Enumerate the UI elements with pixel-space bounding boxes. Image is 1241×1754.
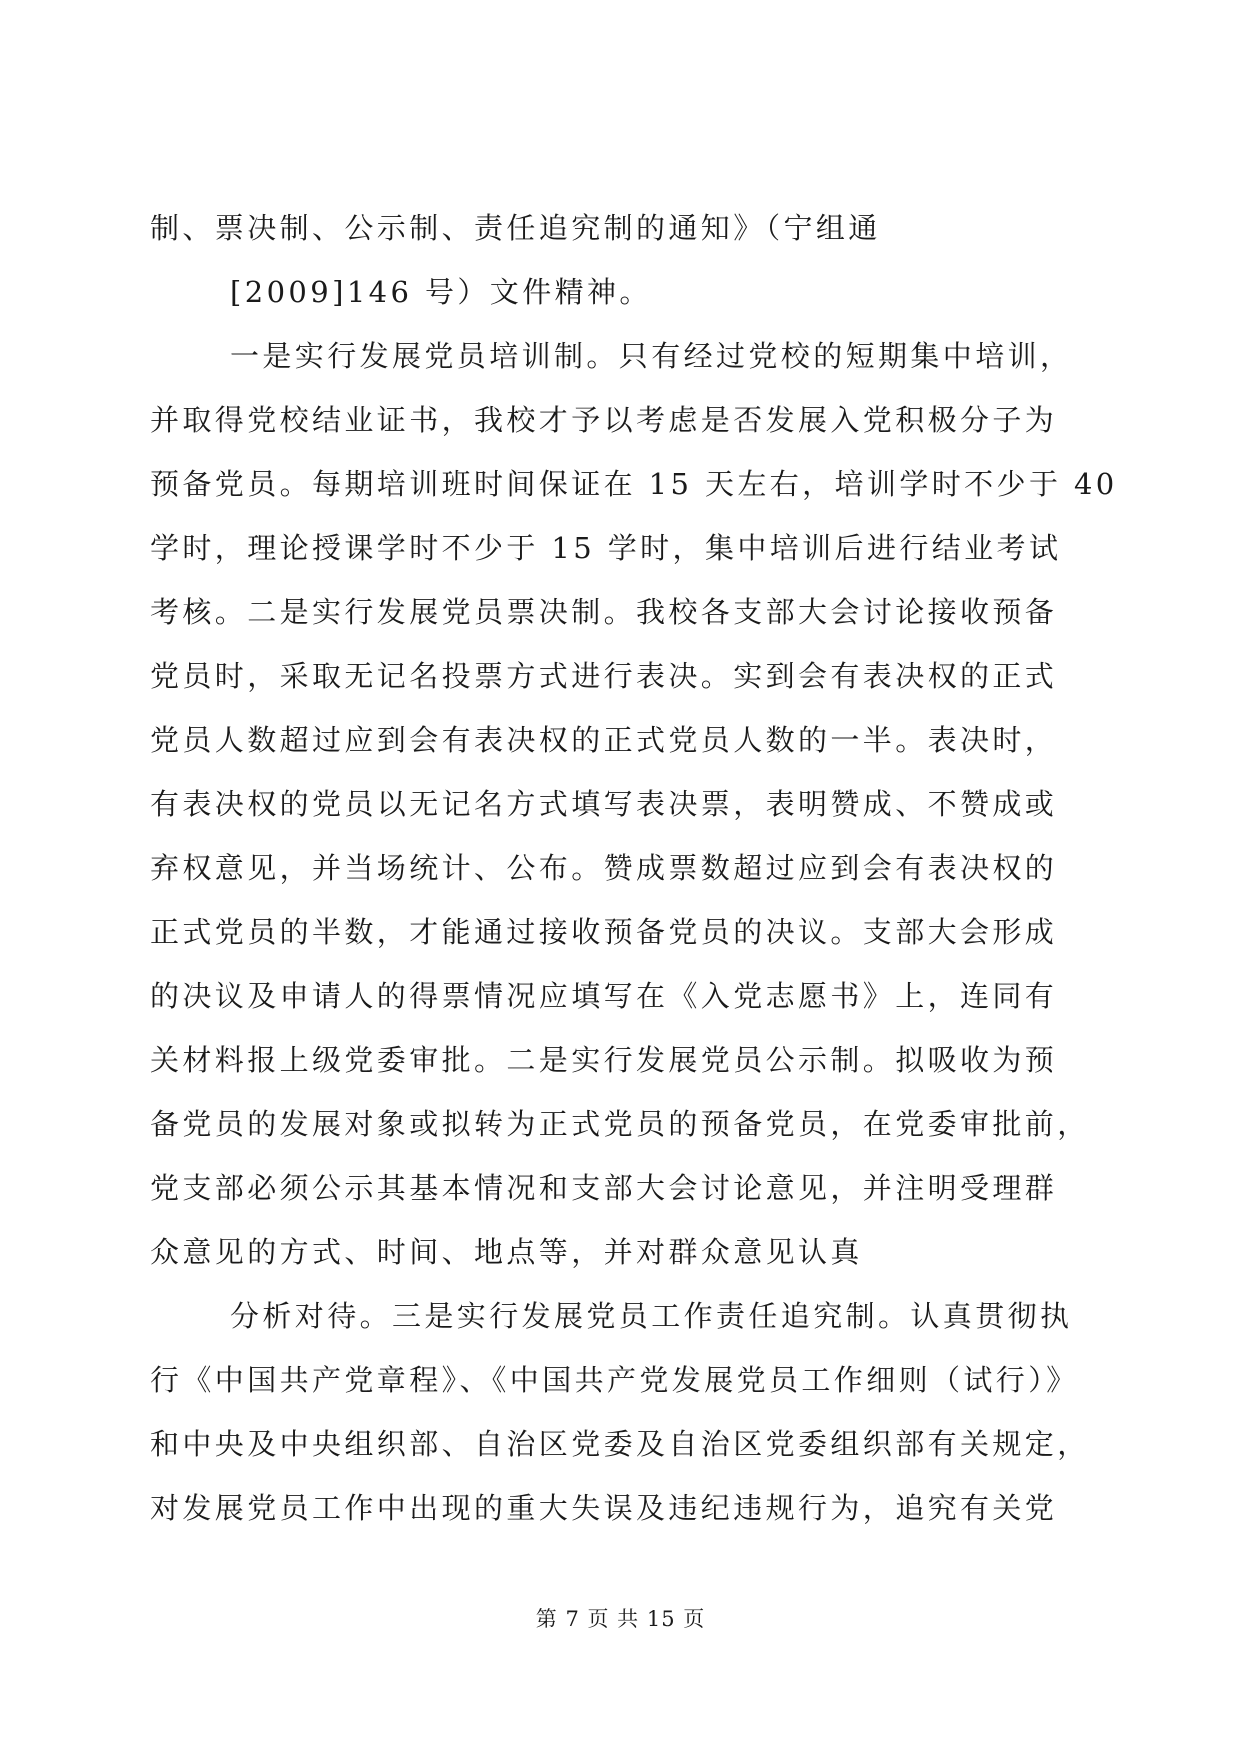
body-text-line: 党支部必须公示其基本情况和支部大会讨论意见，并注明受理群	[150, 1171, 1058, 1205]
body-text-line: 制、票决制、公示制、责任追究制的通知》（宁组通	[150, 211, 881, 245]
body-text-line: 行《中国共产党章程》、《中国共产党发展党员工作细则（试行）》	[150, 1363, 1079, 1397]
body-text-line: 学时，理论授课学时不少于 15 学时，集中培训后进行结业考试	[150, 531, 1062, 565]
body-text-line: 备党员的发展对象或拟转为正式党员的预备党员，在党委审批前，	[150, 1107, 1090, 1141]
body-text-line: 对发展党员工作中出现的重大失误及违纪违规行为，追究有关党	[150, 1491, 1058, 1525]
body-text-line: 众意见的方式、时间、地点等，并对群众意见认真	[150, 1235, 863, 1269]
body-text-line: 有表决权的党员以无记名方式填写表决票，表明赞成、不赞成或	[150, 787, 1058, 821]
body-text-line: 党员人数超过应到会有表决权的正式党员人数的一半。表决时，	[150, 723, 1058, 757]
body-text-line: 党员时，采取无记名投票方式进行表决。实到会有表决权的正式	[150, 659, 1058, 693]
body-text-line: 并取得党校结业证书，我校才予以考虑是否发展入党积极分子为	[150, 403, 1058, 437]
body-text-line: [2009]146 号）文件精神。	[230, 275, 652, 309]
body-text-line: 正式党员的半数，才能通过接收预备党员的决议。支部大会形成	[150, 915, 1058, 949]
body-text-line: 的决议及申请人的得票情况应填写在《入党志愿书》上，连同有	[150, 979, 1058, 1013]
paragraph-start-line: 一是实行发展党员培训制。只有经过党校的短期集中培训，	[230, 339, 1073, 373]
body-text-line: 弃权意见，并当场统计、公布。赞成票数超过应到会有表决权的	[150, 851, 1058, 885]
body-text-line: 关材料报上级党委审批。二是实行发展党员公示制。拟吸收为预	[150, 1043, 1058, 1077]
body-text-line: 考核。二是实行发展党员票决制。我校各支部大会讨论接收预备	[150, 595, 1058, 629]
body-text-line: 预备党员。每期培训班时间保证在 15 天左右，培训学时不少于 40	[150, 467, 1118, 501]
paragraph-start-line: 分析对待。三是实行发展党员工作责任追究制。认真贯彻执	[230, 1299, 1073, 1333]
body-text-line: 和中央及中央组织部、自治区党委及自治区党委组织部有关规定，	[150, 1427, 1090, 1461]
page-number-footer: 第 7 页 共 15 页	[535, 1607, 706, 1631]
